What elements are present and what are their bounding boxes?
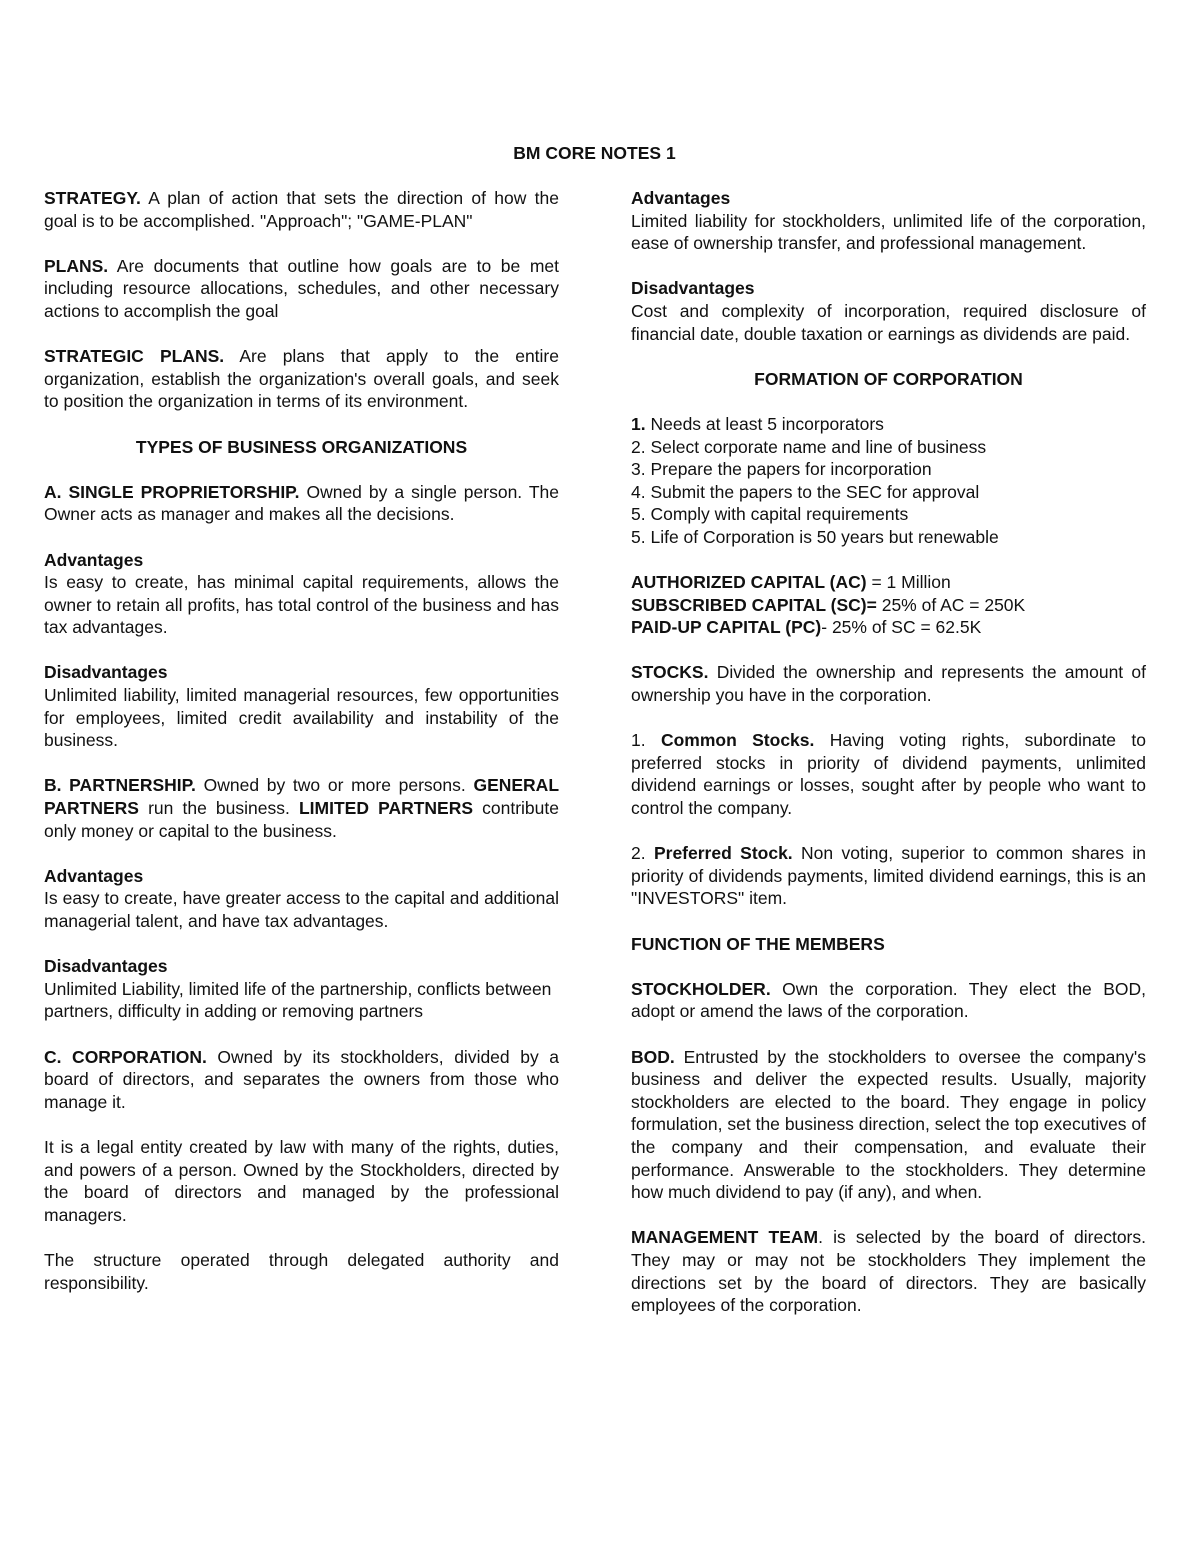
formation-item xyxy=(631,526,1146,549)
function-heading: FUNCTION OF THE MEMBERS xyxy=(631,933,885,954)
formation-item-text: Prepare the papers for incorporation xyxy=(645,459,932,480)
right-column xyxy=(631,187,1146,1339)
single-proprietorship-definition xyxy=(44,481,559,526)
plans-definition xyxy=(44,255,559,323)
formation-item xyxy=(631,503,1146,526)
management-team-definition xyxy=(631,1226,1146,1316)
management-team-term: MANAGEMENT TEAM xyxy=(631,1227,819,1248)
subscribed-capital-line xyxy=(631,594,1146,617)
strategy-term: STRATEGY. xyxy=(44,188,141,208)
single-advantages-heading: Advantages xyxy=(44,549,144,570)
formation-item-text: Select corporate name and line of business xyxy=(645,436,987,457)
formation-item xyxy=(631,481,1146,504)
formation-item-number: 3. xyxy=(631,459,646,480)
management-team-text: . is selected by the board of directors. They may or may not be stockholders They implement the directions set by the board of directors. They are basically employees of the corporation. xyxy=(631,1227,1147,1316)
single-disadvantages-heading: Disadvantages xyxy=(44,662,168,683)
formation-list xyxy=(631,413,1146,549)
stocks-text: Divided the ownership and represents the amount of ownership you have in the corporation. xyxy=(631,662,1146,706)
formation-item xyxy=(631,413,1146,436)
corporation-term: C. CORPORATION. xyxy=(44,1046,207,1067)
corporation-advantages-text: Limited liability for stockholders, unlimited life of the corporation, ease of ownership transfer, and professional management. xyxy=(631,210,1146,254)
partnership-text-3: contribute only money or capital to the business. xyxy=(44,798,559,841)
common-stocks-term: Common Stocks. xyxy=(660,730,815,751)
formation-item-number: 4. xyxy=(631,481,646,502)
stockholder-text: Own the corporation. They elect the BOD, adopt or amend the laws of the corporation. xyxy=(631,978,1146,1022)
strategic-plans-text: Are plans that apply to the entire organization, establish the organization's overall goals, and seek to position the organization in terms of its environment. xyxy=(44,346,559,412)
limited-partners-term: LIMITED PARTNERS xyxy=(298,798,474,819)
single-proprietorship-term: A. SINGLE PROPRIETORSHIP. xyxy=(44,481,300,502)
single-advantages-text: Is easy to create, has minimal capital requirements, allows the owner to retain all profits, has total control of the business and has tax advantages. xyxy=(44,572,559,638)
formation-item-number: 5. xyxy=(631,526,646,547)
formation-item-number: 5. xyxy=(631,504,646,525)
partnership-advantages-heading: Advantages xyxy=(44,865,144,886)
plans-text: Are documents that outline how goals are to be met including resource allocations, schedules, and other necessary actions to accomplish the goal xyxy=(44,255,559,321)
partnership-term: B. PARTNERSHIP. xyxy=(44,775,196,796)
corporation-text: Owned by its stockholders, divided by a board of directors, and separates the owners from those who manage it. xyxy=(44,1046,559,1112)
formation-item xyxy=(631,436,1146,459)
structure-paragraph: The structure operated through delegated authority and responsibility. xyxy=(44,1249,559,1293)
corporation-advantages-heading: Advantages xyxy=(631,188,731,208)
preferred-stock-term: Preferred Stock. xyxy=(653,843,793,864)
formation-item-number: 1. xyxy=(631,413,646,434)
subscribed-capital-term: SUBSCRIBED CAPITAL (SC)= xyxy=(631,594,877,615)
left-column xyxy=(44,187,559,1317)
formation-item-text: Comply with capital requirements xyxy=(645,504,909,525)
preferred-stock-number: 2. xyxy=(631,843,654,864)
formation-item xyxy=(631,458,1146,481)
common-stocks-definition xyxy=(631,729,1146,819)
bod-text: Entrusted by the stockholders to oversee the company's business and deliver the expected results. Usually, majority stockholders are elected to the board. They engage in policy formulation, set the business direction, select the top executives of the company and their compensation, and evaluate their performance. Answerable to the stockholders. They determine how much dividend to pay (if any), and when. xyxy=(631,1046,1146,1203)
strategic-plans-definition xyxy=(44,345,559,413)
types-heading: TYPES OF BUSINESS ORGANIZATIONS xyxy=(135,436,468,457)
common-stocks-text: Having voting rights, subordinate to preferred stocks in priority of dividend payments, unlimited dividend earnings or losses, sought after by people who want to control the company. xyxy=(631,730,1146,819)
partnership-text-2: run the business. xyxy=(138,798,299,819)
plans-term: PLANS. xyxy=(44,255,109,276)
capital-list xyxy=(631,571,1146,639)
stocks-term: STOCKS. xyxy=(631,662,709,683)
subscribed-capital-value: 25% of AC = 250K xyxy=(876,594,1026,615)
single-disadvantages-text: Unlimited liability, limited managerial resources, few opportunities for employees, limited credit availability and instability of the business. xyxy=(44,685,559,751)
formation-item-text: Life of Corporation is 50 years but renewable xyxy=(645,526,999,547)
stockholder-term: STOCKHOLDER. xyxy=(631,978,771,999)
partnership-disadvantages-text: Unlimited Liability, limited life of the partnership, conflicts between partners, difficulty in adding or removing partners xyxy=(44,978,552,1022)
bod-term: BOD. xyxy=(631,1046,675,1067)
formation-item-text: Needs at least 5 incorporators xyxy=(645,413,884,434)
formation-item-number: 2. xyxy=(631,436,646,457)
stocks-definition xyxy=(631,661,1146,706)
single-proprietorship-text: Owned by a single person. The Owner acts as manager and makes all the decisions. xyxy=(44,481,559,525)
paid-up-capital-term: PAID-UP CAPITAL (PC) xyxy=(631,617,822,638)
stockholder-definition xyxy=(631,978,1146,1023)
legal-entity-paragraph: It is a legal entity created by law with many of the rights, duties, and powers of a person. Owned by the Stockholders, directed by the board of directors and managed by the professional managers. xyxy=(44,1136,559,1225)
corporation-disadvantages-text: Cost and complexity of incorporation, required disclosure of financial date, double taxation or earnings as dividends are paid. xyxy=(631,300,1146,344)
authorized-capital-line xyxy=(631,571,1146,594)
preferred-stock-definition xyxy=(631,842,1146,910)
corporation-definition xyxy=(44,1046,559,1114)
formation-heading: FORMATION OF CORPORATION xyxy=(754,368,1023,389)
authorized-capital-value: = 1 Million xyxy=(866,572,951,593)
strategic-plans-term: STRATEGIC PLANS. xyxy=(44,346,225,367)
general-partners-term: GENERAL PARTNERS xyxy=(44,775,560,819)
paid-up-capital-line xyxy=(631,616,1146,639)
common-stocks-number: 1. xyxy=(631,730,661,751)
strategy-text: A plan of action that sets the direction of how the goal is to be accomplished. "Approach"; "GAME-PLAN" xyxy=(44,188,559,231)
corporation-disadvantages-heading: Disadvantages xyxy=(631,278,755,299)
partnership-definition xyxy=(44,774,559,842)
partnership-disadvantages-heading: Disadvantages xyxy=(44,956,168,977)
bod-definition xyxy=(631,1046,1146,1204)
strategy-definition xyxy=(44,187,559,232)
formation-item-text: Submit the papers to the SEC for approval xyxy=(645,481,980,502)
partnership-advantages-text: Is easy to create, have greater access to the capital and additional managerial talent, and have tax advantages. xyxy=(44,888,559,931)
preferred-stock-text: Non voting, superior to common shares in priority of dividends payments, limited dividend earnings, this is an "INVESTORS" item. xyxy=(631,843,1146,909)
page-title: BM CORE NOTES 1 xyxy=(513,143,676,163)
partnership-text-1: Owned by two or more persons. xyxy=(195,775,474,796)
paid-up-capital-value: - 25% of SC = 62.5K xyxy=(821,617,982,638)
authorized-capital-term: AUTHORIZED CAPITAL (AC) xyxy=(631,572,867,593)
